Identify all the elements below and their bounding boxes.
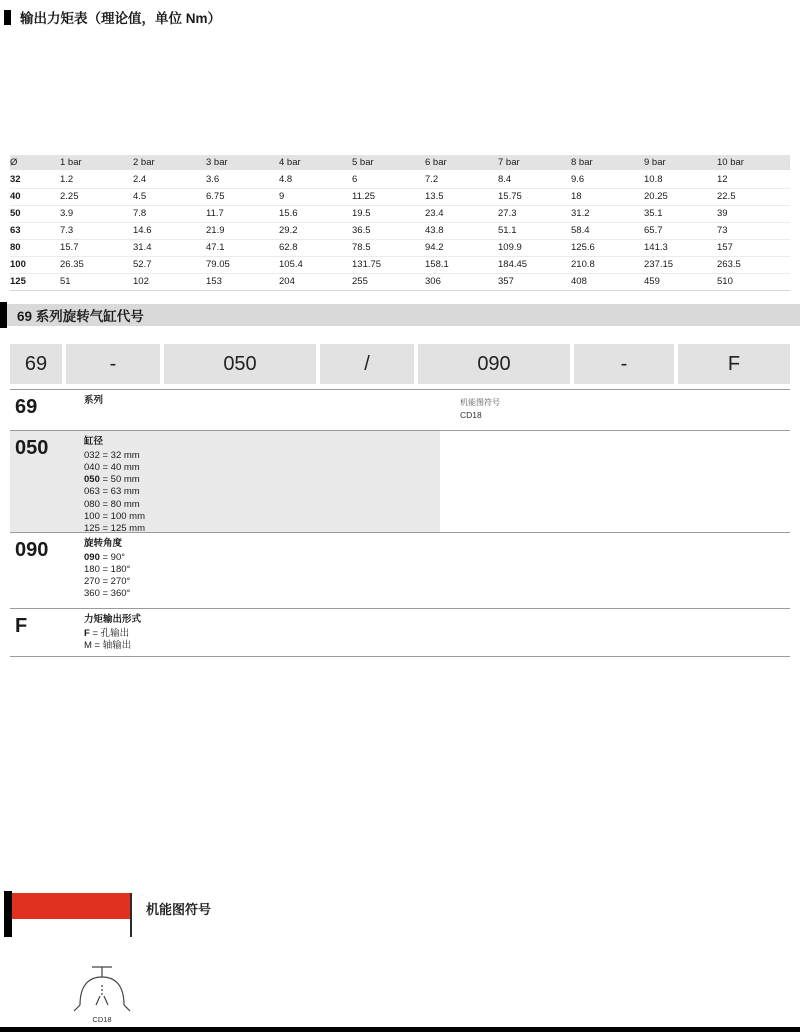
function-symbol-section (0, 891, 800, 939)
torque-cell: 102 (133, 276, 149, 287)
option-key: F (84, 627, 90, 639)
note-title: 机能图符号 (460, 398, 500, 407)
code-row-bore (10, 431, 790, 533)
code-option (84, 588, 440, 600)
row-label: 63 (10, 225, 21, 236)
torque-cell: 210.8 (571, 259, 595, 270)
torque-cell: 58.4 (571, 225, 590, 236)
code-row-output (10, 609, 790, 657)
spacer (440, 609, 790, 656)
torque-cell: 237.15 (644, 259, 674, 270)
ordering-code-section-title: 69 系列旋转气缸代号 (17, 309, 144, 324)
order-code-segment-angle: 090 (418, 344, 570, 384)
order-code-separator: / (320, 344, 414, 384)
torque-cell: 8.4 (498, 174, 512, 185)
torque-cell: 79.05 (206, 259, 230, 270)
torque-cell: 1.2 (60, 174, 74, 185)
column-header: 6 bar (425, 156, 447, 168)
torque-cell: 21.9 (206, 225, 225, 236)
spacer (440, 533, 790, 608)
torque-cell: 9.6 (571, 174, 585, 185)
code-value: 69 (15, 396, 38, 418)
torque-cell: 109.9 (498, 242, 522, 253)
code-value: 090 (15, 539, 49, 561)
torque-cell: 73 (717, 225, 728, 236)
torque-cell: 39 (717, 208, 728, 219)
code-description (72, 431, 440, 532)
option-text: = 360° (99, 588, 131, 600)
column-header: 1 bar (60, 156, 82, 168)
note-value: CD18 (460, 410, 482, 420)
option-key: 050 (84, 474, 100, 486)
torque-cell: 51 (60, 276, 71, 287)
row-label: 100 (10, 259, 26, 270)
torque-cell: 11.25 (352, 191, 376, 202)
order-code-segment-bore: 050 (164, 344, 316, 384)
order-code-segment-output: F (678, 344, 790, 384)
code-option (84, 450, 440, 462)
torque-cell: 31.2 (571, 208, 590, 219)
code-label: 系列 (84, 395, 104, 406)
torque-cell: 65.7 (644, 225, 663, 236)
code-option (84, 486, 440, 498)
torque-cell: 357 (498, 276, 514, 287)
option-text: = 32 mm (99, 449, 140, 461)
torque-cell: 23.4 (425, 208, 444, 219)
option-text: = 孔输出 (89, 627, 130, 639)
torque-table-row (10, 172, 790, 189)
footer-bar (0, 1027, 800, 1032)
code-value: F (15, 615, 28, 637)
torque-cell: 18 (571, 191, 582, 202)
torque-cell: 43.8 (425, 225, 444, 236)
order-code-separator: - (66, 344, 160, 384)
option-text: = 50 mm (99, 474, 140, 486)
torque-cell: 14.6 (133, 225, 152, 236)
torque-cell: 7.3 (60, 225, 74, 236)
option-text: = 90° (99, 551, 126, 563)
torque-cell: 7.2 (425, 174, 439, 185)
torque-table-row (10, 206, 790, 223)
code-description (72, 609, 440, 656)
torque-cell: 7.8 (133, 208, 147, 219)
torque-cell: 15.6 (279, 208, 298, 219)
torque-cell: 131.75 (352, 259, 382, 270)
torque-cell: 3.6 (206, 174, 220, 185)
option-text: = 63 mm (99, 486, 140, 498)
section-header-torque (4, 0, 800, 27)
torque-cell: 29.2 (279, 225, 298, 236)
function-symbol-diagram (62, 963, 142, 1024)
option-text: = 125 mm (99, 523, 146, 533)
torque-section-title: 输出力矩表（理论值，单位 Nm） (20, 11, 222, 26)
option-key: 360 (84, 588, 100, 600)
vertical-rule (130, 893, 132, 937)
torque-cell: 27.3 (498, 208, 517, 219)
option-key: 180 (84, 563, 100, 575)
code-value: 050 (10, 431, 72, 532)
rotary-cylinder-symbol-icon (64, 963, 140, 1015)
column-header: 7 bar (498, 156, 520, 168)
option-key: 125 (84, 523, 100, 533)
column-header: 2 bar (133, 156, 155, 168)
row-label: 40 (10, 191, 21, 202)
column-header: 3 bar (206, 156, 228, 168)
torque-cell: 6.75 (206, 191, 225, 202)
torque-cell: 51.1 (498, 225, 517, 236)
torque-cell: 78.5 (352, 242, 371, 253)
option-key: 080 (84, 498, 100, 510)
code-option (84, 640, 440, 652)
code-explanation-table (10, 389, 790, 657)
code-option (84, 564, 440, 576)
code-option (84, 552, 440, 564)
torque-cell: 31.4 (133, 242, 152, 253)
code-description (72, 533, 440, 608)
option-text: = 180° (99, 563, 131, 575)
torque-cell: 255 (352, 276, 368, 287)
section-marker-bar (0, 302, 7, 328)
option-key: 270 (84, 576, 100, 588)
torque-cell: 9 (279, 191, 285, 202)
section-marker-bar (4, 891, 12, 937)
torque-cell: 105.4 (279, 259, 303, 270)
torque-cell: 47.1 (206, 242, 225, 253)
torque-cell: 26.35 (60, 259, 84, 270)
torque-cell: 263.5 (717, 259, 741, 270)
section-marker-bar (4, 10, 11, 25)
column-header: 4 bar (279, 156, 301, 168)
torque-cell: 2.25 (60, 191, 79, 202)
section-header-ordering-code (0, 304, 800, 326)
torque-cell: 125.6 (571, 242, 595, 253)
torque-cell: 10.8 (644, 174, 663, 185)
order-code-row (10, 344, 790, 384)
option-key: 090 (84, 551, 100, 563)
torque-table-header-row (10, 155, 790, 170)
torque-cell: 94.2 (425, 242, 444, 253)
column-header: 9 bar (644, 156, 666, 168)
torque-cell: 35.1 (644, 208, 663, 219)
torque-cell: 11.7 (206, 208, 224, 219)
torque-cell: 15.75 (498, 191, 522, 202)
torque-cell: 22.5 (717, 191, 736, 202)
row-label: 80 (10, 242, 21, 253)
column-header: 10 bar (717, 156, 744, 168)
option-key: 063 (84, 486, 100, 498)
torque-cell: 141.3 (644, 242, 668, 253)
column-header-diameter: Ø (10, 156, 18, 168)
torque-cell: 306 (425, 276, 441, 287)
torque-cell: 3.9 (60, 208, 74, 219)
option-text: = 100 mm (99, 510, 146, 522)
torque-table-row (10, 223, 790, 240)
code-option (84, 462, 440, 474)
function-symbol-note (440, 390, 790, 430)
torque-cell: 6 (352, 174, 358, 185)
torque-cell: 158.1 (425, 259, 449, 270)
torque-cell: 204 (279, 276, 295, 287)
torque-cell: 157 (717, 242, 733, 253)
column-header: 5 bar (352, 156, 374, 168)
code-label: 旋转角度 (84, 538, 123, 549)
code-label: 力矩输出形式 (84, 614, 142, 625)
option-text: = 270° (99, 576, 131, 588)
torque-cell: 4.5 (133, 191, 147, 202)
function-symbol-title: 机能图符号 (146, 902, 212, 917)
code-row-angle (10, 533, 790, 609)
torque-cell: 510 (717, 276, 733, 287)
red-accent-bar (12, 893, 130, 919)
torque-cell: 4.8 (279, 174, 293, 185)
code-label: 缸径 (84, 436, 104, 447)
torque-cell: 15.7 (60, 242, 79, 253)
row-label: 50 (10, 208, 21, 219)
code-option (84, 576, 440, 588)
option-key: 100 (84, 510, 100, 522)
torque-table-row (10, 257, 790, 274)
option-key: 032 (84, 449, 100, 461)
symbol-caption: CD18 (92, 1015, 112, 1024)
torque-cell: 62.8 (279, 242, 298, 253)
option-text: = 轴输出 (91, 639, 132, 651)
code-row-series (10, 390, 790, 431)
code-option (84, 499, 440, 511)
torque-cell: 184.45 (498, 259, 528, 270)
torque-cell: 12 (717, 174, 728, 185)
code-option (84, 628, 440, 640)
option-text: = 40 mm (99, 461, 140, 473)
torque-cell: 19.5 (352, 208, 371, 219)
option-text: = 80 mm (99, 498, 140, 510)
code-option (84, 511, 440, 523)
torque-table-row (10, 189, 790, 206)
code-option (84, 474, 440, 486)
order-code-segment-series: 69 (10, 344, 62, 384)
column-header: 8 bar (571, 156, 593, 168)
torque-cell: 52.7 (133, 259, 152, 270)
torque-table-row (10, 240, 790, 257)
option-key: 040 (84, 461, 100, 473)
torque-cell: 2.4 (133, 174, 147, 185)
torque-cell: 408 (571, 276, 587, 287)
row-label: 125 (10, 276, 26, 287)
order-code-separator: - (574, 344, 674, 384)
code-description (72, 390, 440, 430)
torque-cell: 20.25 (644, 191, 668, 202)
torque-cell: 13.5 (425, 191, 444, 202)
spacer (440, 431, 790, 532)
torque-table (10, 155, 790, 291)
option-key: M (84, 639, 92, 651)
torque-cell: 153 (206, 276, 222, 287)
row-label: 32 (10, 174, 21, 185)
torque-cell: 459 (644, 276, 660, 287)
code-option (84, 523, 440, 533)
torque-table-row (10, 274, 790, 291)
torque-cell: 36.5 (352, 225, 371, 236)
